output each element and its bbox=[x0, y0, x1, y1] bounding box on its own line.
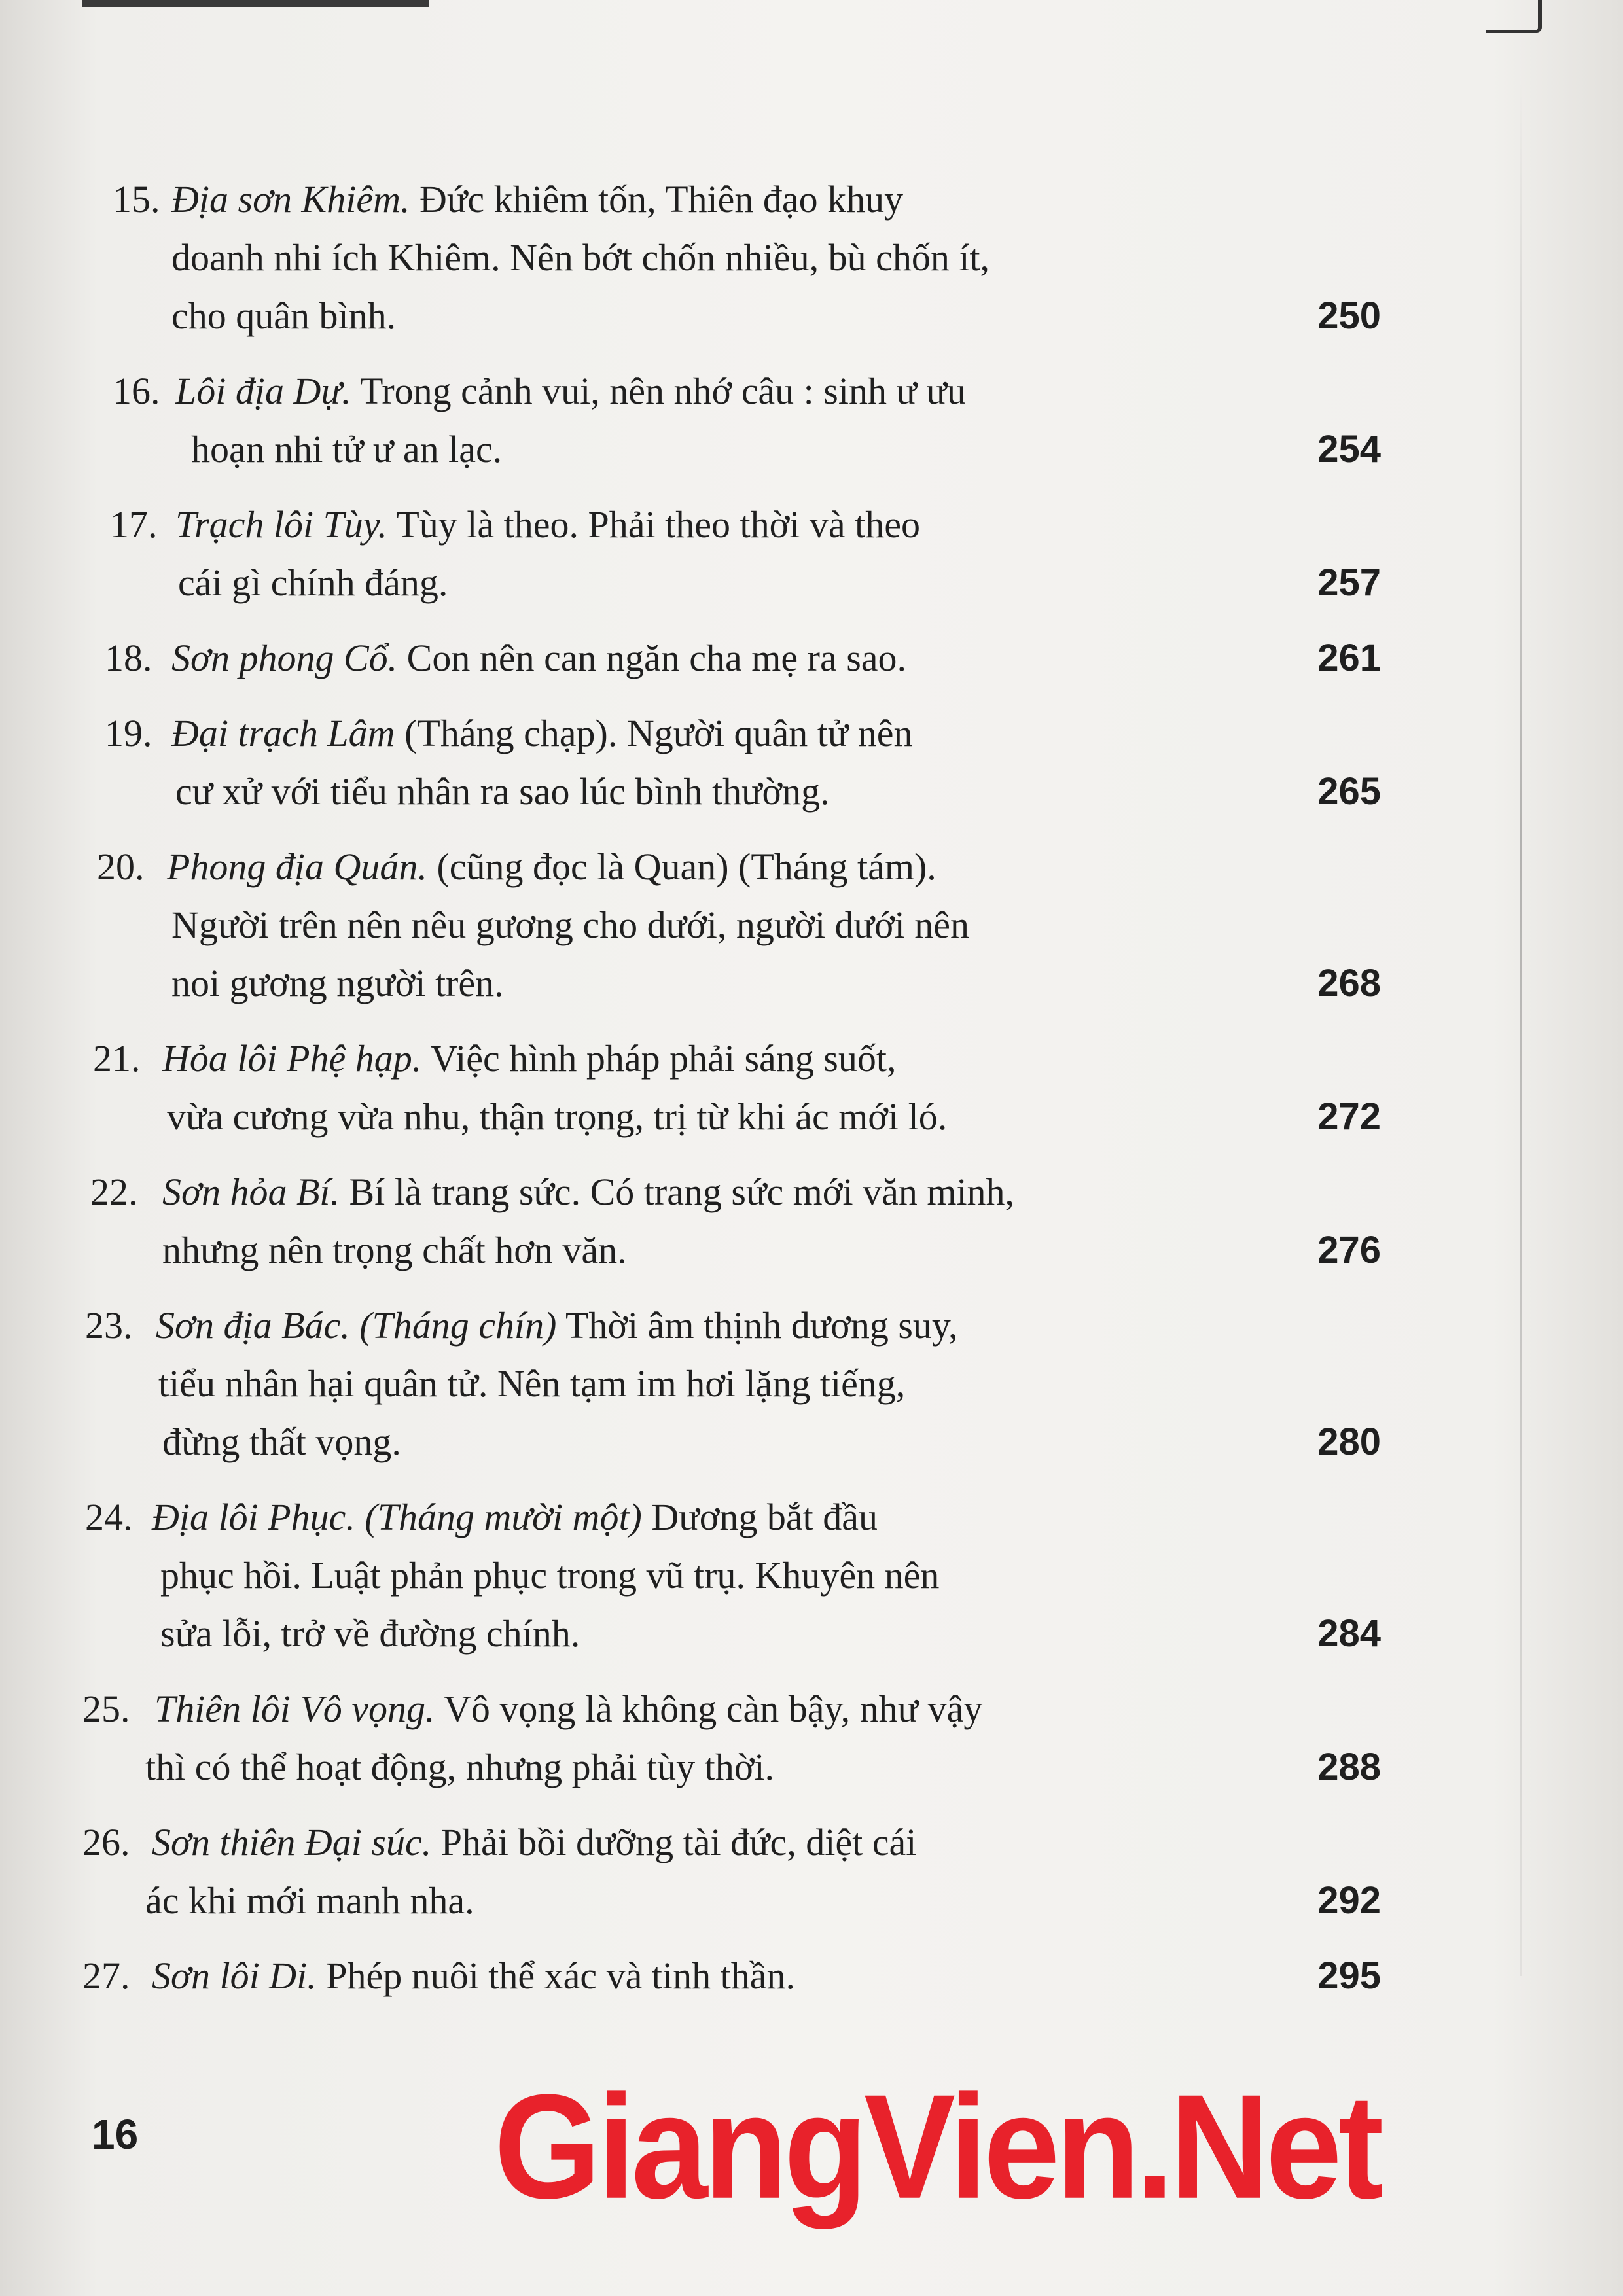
entry-page-number: 257 bbox=[1317, 561, 1381, 604]
entry-title: Hỏa lôi Phệ hạp. bbox=[162, 1037, 422, 1080]
entry-page-number: 250 bbox=[1317, 294, 1381, 337]
entry-text: Phải bồi dưỡng tài đức, diệt cái bbox=[440, 1821, 917, 1863]
corner-mark bbox=[1486, 0, 1542, 33]
entry-title: Đại trạch Lâm bbox=[171, 712, 395, 754]
entry-text: Thời âm thịnh dương suy, bbox=[565, 1304, 958, 1347]
entry-number: 20. bbox=[97, 845, 145, 888]
entry-title: Sơn phong Cổ. bbox=[171, 637, 398, 679]
toc-entry-16 bbox=[0, 362, 1623, 478]
entry-number: 21. bbox=[93, 1037, 141, 1080]
entry-page-number: 292 bbox=[1317, 1879, 1381, 1922]
toc-entry-27 bbox=[0, 1947, 1623, 2005]
watermark: GiangVien.Net bbox=[494, 2063, 1380, 2230]
entry-text: vừa cương vừa nhu, thận trọng, trị từ khi ác mới ló. bbox=[167, 1095, 948, 1138]
entry-number: 25. bbox=[82, 1687, 130, 1730]
toc-entry-15 bbox=[0, 170, 1623, 345]
entry-text: Người trên nên nêu gương cho dưới, người dưới nên bbox=[171, 904, 970, 946]
entry-text: sửa lỗi, trở về đường chính. bbox=[160, 1612, 580, 1655]
entry-text: Vô vọng là không càn bậy, như vậy bbox=[443, 1687, 983, 1730]
entry-page-number: 284 bbox=[1317, 1612, 1381, 1655]
entry-number: 15. bbox=[113, 178, 160, 221]
entry-text: Tùy là theo. Phải theo thời và theo bbox=[396, 503, 920, 546]
entry-title: Lôi địa Dự. bbox=[175, 370, 351, 412]
toc-entry-23 bbox=[0, 1296, 1623, 1471]
entry-text: doanh nhi ích Khiêm. Nên bớt chốn nhiều, bù chốn ít, bbox=[171, 236, 990, 279]
entry-page-number: 276 bbox=[1317, 1229, 1381, 1271]
entry-text: phục hồi. Luật phản phục trong vũ trụ. Khuyên nên bbox=[160, 1554, 940, 1597]
entry-number: 26. bbox=[82, 1821, 130, 1863]
entry-page-number: 268 bbox=[1317, 962, 1381, 1004]
toc-entry-26 bbox=[0, 1813, 1623, 1930]
toc-entry-21 bbox=[0, 1029, 1623, 1146]
entry-page-number: 265 bbox=[1317, 770, 1381, 813]
entry-text: (cũng đọc là Quan) (Tháng tám). bbox=[437, 845, 936, 888]
toc-entry-22 bbox=[0, 1163, 1623, 1279]
entry-number: 19. bbox=[105, 712, 152, 754]
entry-number: 17. bbox=[110, 503, 158, 546]
entry-text: cái gì chính đáng. bbox=[178, 561, 448, 604]
page-number: 16 bbox=[92, 2111, 139, 2158]
entry-text: hoạn nhi tử ư an lạc. bbox=[191, 428, 503, 470]
entry-text: đừng thất vọng. bbox=[162, 1421, 401, 1463]
entry-number: 18. bbox=[105, 637, 152, 679]
entry-text: nhưng nên trọng chất hơn văn. bbox=[162, 1229, 627, 1271]
entry-title: Sơn địa Bác. (Tháng chín) bbox=[156, 1304, 557, 1347]
entry-text: (Tháng chạp). Người quân tử nên bbox=[404, 712, 913, 754]
entry-text: noi gương người trên. bbox=[171, 962, 504, 1004]
entry-number: 22. bbox=[90, 1171, 138, 1213]
entry-page-number: 272 bbox=[1317, 1095, 1381, 1138]
toc-entry-18 bbox=[0, 629, 1623, 687]
entry-text: Việc hình pháp phải sáng suốt, bbox=[430, 1037, 897, 1080]
entry-page-number: 261 bbox=[1317, 637, 1381, 679]
entry-page-number: 280 bbox=[1317, 1421, 1381, 1463]
entry-title: Phong địa Quán. bbox=[167, 845, 427, 888]
entry-title: Sơn lôi Di. bbox=[152, 1954, 317, 1997]
entry-text: cho quân bình. bbox=[171, 294, 397, 337]
entry-text: tiểu nhân hại quân tử. Nên tạm im hơi lặng tiếng, bbox=[158, 1362, 906, 1405]
entry-number: 23. bbox=[85, 1304, 133, 1347]
entry-title: Trạch lôi Tùy. bbox=[175, 503, 387, 546]
entry-title: Sơn thiên Đại súc. bbox=[152, 1821, 432, 1863]
entry-text: Phép nuôi thể xác và tinh thần. bbox=[326, 1954, 795, 1997]
entry-title: Sơn hỏa Bí. bbox=[162, 1171, 340, 1213]
entry-number: 16. bbox=[113, 370, 160, 412]
toc-entry-17 bbox=[0, 495, 1623, 612]
toc-entry-25 bbox=[0, 1680, 1623, 1796]
top-rule bbox=[82, 0, 429, 7]
entry-text: Con nên can ngăn cha mẹ ra sao. bbox=[406, 637, 907, 679]
entry-text: Dương bắt đầu bbox=[651, 1496, 878, 1538]
entry-title: Thiên lôi Vô vọng. bbox=[154, 1687, 435, 1730]
entry-text: Đức khiêm tốn, Thiên đạo khuy bbox=[419, 178, 904, 221]
table-of-contents bbox=[0, 170, 1623, 2022]
entry-text: Trong cảnh vui, nên nhớ câu : sinh ư ưu bbox=[359, 370, 966, 412]
entry-number: 27. bbox=[82, 1954, 130, 1997]
entry-title: Địa sơn Khiêm. bbox=[171, 178, 410, 221]
entry-number: 24. bbox=[85, 1496, 133, 1538]
entry-page-number: 295 bbox=[1317, 1954, 1381, 1997]
toc-entry-19 bbox=[0, 704, 1623, 821]
toc-entry-20 bbox=[0, 838, 1623, 1012]
toc-entry-24 bbox=[0, 1488, 1623, 1663]
entry-text: thì có thể hoạt động, nhưng phải tùy thời. bbox=[145, 1746, 774, 1788]
entry-text: ác khi mới manh nha. bbox=[145, 1879, 474, 1922]
entry-title: Địa lôi Phục. (Tháng mười một) bbox=[152, 1496, 642, 1538]
entry-text: Bí là trang sức. Có trang sức mới văn minh, bbox=[349, 1171, 1015, 1213]
entry-text: cư xử với tiểu nhân ra sao lúc bình thường. bbox=[175, 770, 830, 813]
entry-page-number: 288 bbox=[1317, 1746, 1381, 1788]
entry-page-number: 254 bbox=[1317, 428, 1381, 470]
